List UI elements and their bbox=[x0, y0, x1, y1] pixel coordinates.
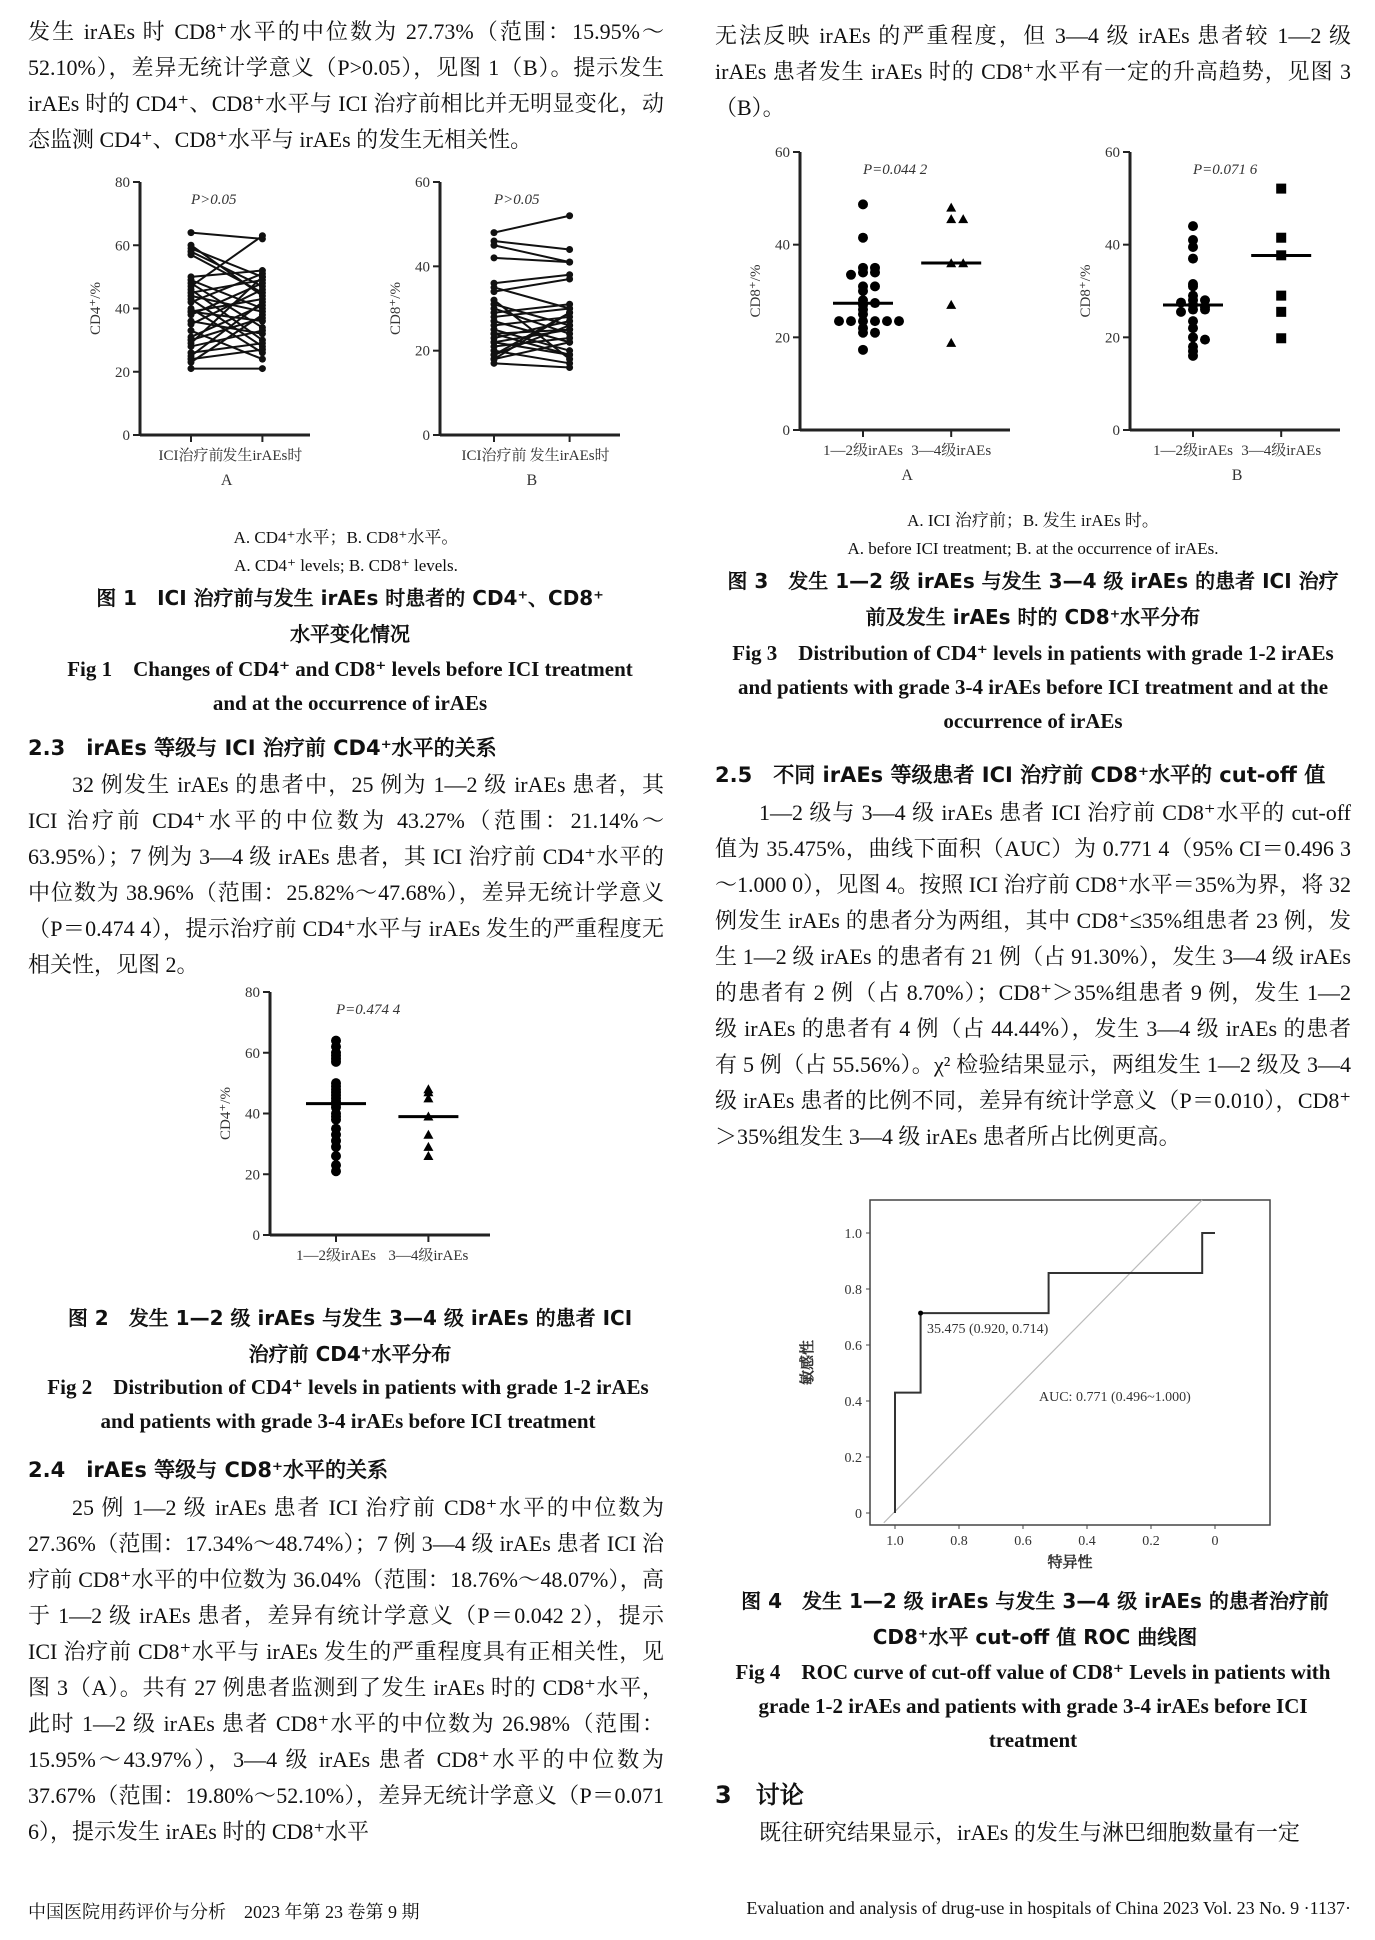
data-point-after bbox=[566, 246, 573, 253]
p-value-annotation: P>0.05 bbox=[494, 192, 540, 208]
p-value-annotation: P=0.071 6 bbox=[1193, 162, 1258, 178]
x-tick-label: 0.8 bbox=[950, 1534, 968, 1549]
data-point bbox=[1188, 323, 1198, 333]
data-point-after bbox=[259, 286, 266, 293]
panel-label: A bbox=[220, 472, 233, 489]
data-point bbox=[946, 338, 956, 347]
footer-journal-zh: 中国医院用药评价与分析 2023 年第 23 卷第 9 期 bbox=[28, 1902, 420, 1922]
data-point bbox=[423, 1142, 433, 1151]
x-tick-label: 1—2级irAEs bbox=[1153, 443, 1233, 459]
figure-1-sublabel-en: A. CD4⁺ levels; B. CD8⁺ levels. bbox=[234, 556, 458, 575]
y-tick-label: 20 bbox=[415, 343, 430, 360]
y-axis-label: 敏感性 bbox=[800, 1339, 816, 1386]
data-point-after bbox=[566, 212, 573, 219]
data-point-after bbox=[259, 299, 266, 306]
cutoff-point bbox=[918, 1311, 923, 1316]
data-point-after bbox=[566, 364, 573, 371]
data-point bbox=[423, 1151, 433, 1160]
data-point-before bbox=[491, 297, 498, 304]
y-tick-label: 40 bbox=[115, 301, 130, 318]
data-point bbox=[1188, 242, 1198, 252]
data-point-before bbox=[188, 327, 195, 334]
data-point-after bbox=[259, 365, 266, 372]
data-point bbox=[858, 286, 868, 296]
paragraph-continued: 发生 irAEs 时 CD8⁺水平的中位数为 27.73%（范围：15.95%～52.10%），差异无统计学意义（P>0.05），见图 1（B）。提示发生 irAEs 时的 CD4⁺、CD8⁺水平与 ICI 治疗前相比并无明显变化，动态监测 CD4⁺、CD8⁺水平与 irAEs 的发生无相关性。 bbox=[28, 19, 664, 152]
y-axis-label: CD8⁺/% bbox=[1078, 264, 1094, 318]
data-point-before bbox=[491, 288, 498, 295]
data-point-before bbox=[491, 351, 498, 358]
footer-journal-en-page: Evaluation and analysis of drug-use in hospitals of China 2023 Vol. 23 No. 9 ·1137· bbox=[746, 1898, 1351, 1918]
panel-label: A bbox=[901, 467, 913, 484]
panel-label: B bbox=[526, 472, 538, 489]
y-tick-label: 0 bbox=[422, 428, 430, 444]
x-tick-label: 3—4级irAEs bbox=[1241, 443, 1322, 459]
data-point bbox=[1188, 254, 1198, 264]
y-tick-label: 60 bbox=[1105, 145, 1120, 161]
paired-line bbox=[494, 216, 570, 233]
data-point-before bbox=[188, 251, 195, 258]
x-tick-label: 3—4级irAEs bbox=[388, 1248, 469, 1264]
data-point-after bbox=[566, 339, 573, 346]
y-tick-label: 0.4 bbox=[844, 1395, 862, 1410]
p-value-annotation: P=0.474 4 bbox=[336, 1002, 401, 1018]
data-point bbox=[331, 1057, 341, 1067]
y-tick-label: 0.8 bbox=[844, 1283, 862, 1298]
section-2-3-paragraph: 32 例发生 irAEs 的患者中，25 例为 1—2 级 irAEs 患者，其 ICI 治疗前 CD4⁺水平的中位数为 43.27%（范围：21.14%～63.95%）；7 例为 3—4 级 irAEs 患者，其 ICI 治疗前 CD4⁺水平的中位数为 38.96%（范围：25.82%～47.68%），差异无统计学意义（P＝0.474 4），提示治疗前 CD4⁺水平与 irAEs 发生的严重程度无相关性，见图 2。 bbox=[28, 772, 664, 977]
data-point bbox=[870, 267, 880, 277]
figure-4-caption-zh: 图 4 发生 1—2 级 irAEs 与发生 3—4 级 irAEs 的患者治疗前 CD8⁺水平 cut-off 值 ROC 曲线图 bbox=[741, 1589, 1329, 1649]
y-tick-label: 0 bbox=[1112, 423, 1120, 439]
x-tick-label: 0 bbox=[1211, 1534, 1219, 1549]
data-point-before bbox=[188, 365, 195, 372]
data-point-after bbox=[566, 326, 573, 333]
x-tick-label: 0.6 bbox=[1014, 1534, 1032, 1549]
figure-1a-chart bbox=[70, 170, 320, 510]
data-point bbox=[331, 1142, 341, 1152]
data-point bbox=[1276, 307, 1286, 317]
y-tick-label: 20 bbox=[775, 330, 790, 347]
data-point-after bbox=[566, 356, 573, 363]
figure-1b-chart bbox=[370, 170, 630, 510]
y-tick-label: 0 bbox=[122, 428, 130, 444]
y-axis-label: CD8⁺/% bbox=[388, 282, 404, 335]
y-tick-label: 60 bbox=[415, 175, 430, 191]
data-point-before bbox=[188, 343, 195, 350]
y-tick-label: 20 bbox=[1105, 330, 1120, 347]
y-tick-label: 0 bbox=[252, 1228, 260, 1244]
data-point-before bbox=[188, 229, 195, 236]
data-point bbox=[858, 345, 868, 355]
data-point bbox=[1188, 221, 1198, 231]
x-tick-label: 0.4 bbox=[1078, 1534, 1096, 1549]
data-point bbox=[894, 316, 904, 326]
data-point-before bbox=[188, 299, 195, 306]
x-axis-label: 特异性 bbox=[1047, 1555, 1093, 1571]
data-point bbox=[870, 281, 880, 291]
data-point-after bbox=[566, 309, 573, 316]
x-tick-label: 0.2 bbox=[1142, 1534, 1160, 1549]
y-tick-label: 60 bbox=[245, 1045, 260, 1062]
data-point-after bbox=[259, 280, 266, 287]
y-tick-label: 20 bbox=[245, 1167, 260, 1184]
data-point-before bbox=[491, 339, 498, 346]
y-tick-label: 40 bbox=[775, 237, 790, 254]
figure-3b-chart bbox=[1060, 140, 1350, 505]
panel-label: B bbox=[1231, 467, 1243, 484]
section-2-5-heading: 2.5 不同 irAEs 等级患者 ICI 治疗前 CD8⁺水平的 cut-off 值 bbox=[715, 763, 1326, 787]
data-point bbox=[1276, 333, 1286, 343]
paired-line bbox=[494, 363, 570, 367]
figure-4-roc-chart bbox=[790, 1190, 1280, 1580]
data-point bbox=[1276, 233, 1286, 243]
data-point-before bbox=[188, 321, 195, 328]
section-2-3-heading: 2.3 irAEs 等级与 ICI 治疗前 CD4⁺水平的关系 bbox=[28, 736, 497, 760]
data-point bbox=[846, 316, 856, 326]
y-tick-label: 40 bbox=[1105, 237, 1120, 254]
data-point bbox=[946, 203, 956, 212]
figure-4-caption-en: Fig 4 ROC curve of cut-off value of CD8⁺ Levels in patients with grade 1-2 irAEs and patients with grade 3-4 irAEs before ICI treatment bbox=[735, 1660, 1331, 1752]
data-point bbox=[1276, 291, 1286, 301]
figure-1-sublabel-zh: A. CD4⁺水平；B. CD8⁺水平。 bbox=[233, 528, 459, 547]
y-tick-label: 0 bbox=[782, 423, 790, 439]
data-point bbox=[958, 214, 968, 223]
data-point-before bbox=[188, 359, 195, 366]
p-value-annotation: P>0.05 bbox=[191, 192, 237, 208]
x-tick-label: 1.0 bbox=[886, 1534, 904, 1549]
data-point bbox=[870, 316, 880, 326]
data-point-after bbox=[259, 346, 266, 353]
y-tick-label: 1.0 bbox=[844, 1227, 862, 1242]
data-point bbox=[946, 214, 956, 223]
x-tick-label: ICI治疗前 bbox=[461, 448, 527, 464]
data-point-after bbox=[566, 275, 573, 282]
data-point-after bbox=[259, 327, 266, 334]
figure-3-caption-en: Fig 3 Distribution of CD4⁺ levels in patients with grade 1-2 irAEs and patients with grade 3-4 irAEs before ICI treatment and at the occurrence of irAEs bbox=[732, 641, 1334, 733]
data-point bbox=[1276, 184, 1286, 194]
section-3-heading: 3 讨论 bbox=[715, 1781, 804, 1809]
y-tick-label: 80 bbox=[245, 985, 260, 1001]
x-tick-label: 发生irAEs时 bbox=[222, 448, 303, 464]
paired-line bbox=[191, 233, 262, 239]
x-tick-label: 1—2级irAEs bbox=[823, 443, 903, 459]
data-point-before bbox=[188, 311, 195, 318]
figure-3-caption-zh: 图 3 发生 1—2 级 irAEs 与发生 3—4 级 irAEs 的患者 ICI 治疗前及发生 irAEs 时的 CD8⁺水平分布 bbox=[727, 569, 1339, 629]
data-point bbox=[858, 328, 868, 338]
y-tick-label: 0.2 bbox=[844, 1451, 862, 1466]
paired-line bbox=[494, 275, 570, 283]
data-point-before bbox=[491, 330, 498, 337]
data-point bbox=[1188, 332, 1198, 342]
data-point bbox=[858, 199, 868, 209]
y-tick-label: 20 bbox=[115, 364, 130, 381]
data-point bbox=[946, 300, 956, 309]
cutoff-label: 35.475 (0.920, 0.714) bbox=[927, 1322, 1049, 1338]
data-point-before bbox=[491, 242, 498, 249]
figure-2-caption-zh: 图 2 发生 1—2 级 irAEs 与发生 3—4 级 irAEs 的患者 ICI 治疗前 CD4⁺水平分布 bbox=[67, 1306, 633, 1366]
data-point bbox=[331, 1151, 341, 1161]
figure-1-caption-zh: 图 1 ICI 治疗前与发生 irAEs 时患者的 CD4⁺、CD8⁺水平变化情况 bbox=[96, 586, 604, 646]
roc-curve bbox=[895, 1233, 1215, 1513]
data-point-after bbox=[259, 340, 266, 347]
data-point-after bbox=[259, 232, 266, 239]
paragraph-continued-right: 无法反映 irAEs 的严重程度，但 3—4 级 irAEs 患者较 1—2 级 irAEs 患者发生 irAEs 时的 CD8⁺水平有一定的升高趋势，见图 3（B）。 bbox=[715, 23, 1351, 120]
data-point bbox=[882, 316, 892, 326]
reference-diagonal bbox=[884, 1200, 1202, 1523]
figure-3-sublabel-en: A. before ICI treatment; B. at the occurrence of irAEs. bbox=[847, 539, 1219, 558]
figure-2-chart bbox=[200, 980, 500, 1290]
x-tick-label: 3—4级irAEs bbox=[911, 443, 992, 459]
data-point-before bbox=[491, 313, 498, 320]
data-point bbox=[423, 1130, 433, 1139]
y-tick-label: 60 bbox=[115, 238, 130, 255]
data-point bbox=[858, 233, 868, 243]
data-point bbox=[1188, 351, 1198, 361]
data-point bbox=[1200, 335, 1210, 345]
y-axis-label: CD4⁺/% bbox=[218, 1087, 234, 1140]
figure-3a-chart bbox=[730, 140, 1020, 505]
y-tick-label: 60 bbox=[775, 145, 790, 161]
data-point bbox=[870, 328, 880, 338]
figure-3-sublabel-zh: A. ICI 治疗前；B. 发生 irAEs 时。 bbox=[907, 511, 1159, 530]
paired-line bbox=[494, 279, 570, 292]
section-2-4-heading: 2.4 irAEs 等级与 CD8⁺水平的关系 bbox=[28, 1458, 389, 1482]
data-point bbox=[331, 1115, 341, 1125]
data-point-after bbox=[259, 356, 266, 363]
section-3-paragraph: 既往研究结果显示，irAEs 的发生与淋巴细胞数量有一定 bbox=[759, 1820, 1300, 1845]
figure-1-caption-en: Fig 1 Changes of CD4⁺ and CD8⁺ levels before ICI treatment and at the occurrence of irAEs bbox=[67, 657, 633, 715]
y-tick-label: 40 bbox=[415, 259, 430, 276]
data-point-after bbox=[259, 273, 266, 280]
p-value-annotation: P=0.044 2 bbox=[863, 162, 928, 178]
data-point bbox=[834, 316, 844, 326]
y-tick-label: 0 bbox=[855, 1507, 862, 1522]
figure-2-caption-en: Fig 2 Distribution of CD4⁺ levels in patients with grade 1-2 irAEs and patients with grade 3-4 irAEs before ICI treatment bbox=[47, 1375, 649, 1433]
data-point bbox=[1176, 307, 1186, 317]
data-point bbox=[846, 270, 856, 280]
data-point-before bbox=[491, 254, 498, 261]
data-point bbox=[331, 1166, 341, 1176]
data-point-before bbox=[491, 229, 498, 236]
x-tick-label: 1—2级irAEs bbox=[296, 1248, 376, 1264]
section-2-4-paragraph: 25 例 1—2 级 irAEs 患者 ICI 治疗前 CD8⁺水平的中位数为 27.36%（范围：17.34%～48.74%）；7 例 3—4 级 irAEs 患者 ICI 治疗前 CD8⁺水平的中位数为 36.04%（范围：18.76%～48.07%），高于 1—2 级 irAEs 患者，差异有统计学意义（P＝0.042 2），提示 ICI 治疗前 CD8⁺水平与 irAEs 发生的严重程度具有正相关性，见图 3（A）。共有 27 例患者监测到了发生 irAEs 时的 CD8⁺水平，此时 1—2 级 irAEs 患者 CD8⁺水平的中位数为 26.98%（范围：15.95%～43.97%），3—4 级 irAEs 患者 CD8⁺水平的中位数为 37.67%（范围：19.80%～52.10%），差异无统计学意义（P＝0.071 6），提示发生 irAEs 时的 CD8⁺水平 bbox=[28, 1495, 664, 1844]
auc-label: AUC: 0.771 (0.496~1.000) bbox=[1039, 1390, 1191, 1405]
data-point-after bbox=[259, 311, 266, 318]
data-point bbox=[1188, 281, 1198, 291]
section-2-5-paragraph: 1—2 级与 3—4 级 irAEs 患者 ICI 治疗前 CD8⁺水平的 cut-off 值为 35.475%，曲线下面积（AUC）为 0.771 4（95% CI＝0.496 3～1.000 0），见图 4。按照 ICI 治疗前 CD8⁺水平＝35%为界，将 32 例发生 irAEs 的患者分为两组，其中 CD8⁺≤35%组患者 23 例，发生 1—2 级 irAEs 的患者有 21 例（占 91.30%），发生 3—4 级 irAEs 的患者有 2 例（占 8.70%）；CD8⁺＞35%组患者 9 例，发生 1—2 级 irAEs 的患者有 4 例（占 44.44%），发生 3—4 级 irAEs 的患者有 5 例（占 55.56%）。χ² 检验结果显示，两组发生 1—2 级及 3—4 级 irAEs 患者的比例不同，差异有统计学意义（P＝0.010），CD8⁺＞35%组发生 3—4 级 irAEs 患者所占比例更高。 bbox=[715, 800, 1351, 1149]
y-axis-label: CD4⁺/% bbox=[88, 282, 104, 335]
data-point-before bbox=[491, 360, 498, 367]
y-axis-label: CD8⁺/% bbox=[748, 264, 764, 318]
y-tick-label: 0.6 bbox=[844, 1339, 862, 1354]
x-tick-label: ICI治疗前 bbox=[158, 448, 224, 464]
data-point bbox=[858, 267, 868, 277]
y-tick-label: 80 bbox=[115, 175, 130, 191]
data-point-after bbox=[566, 259, 573, 266]
x-tick-label: 发生irAEs时 bbox=[529, 448, 610, 464]
y-tick-label: 40 bbox=[245, 1106, 260, 1123]
